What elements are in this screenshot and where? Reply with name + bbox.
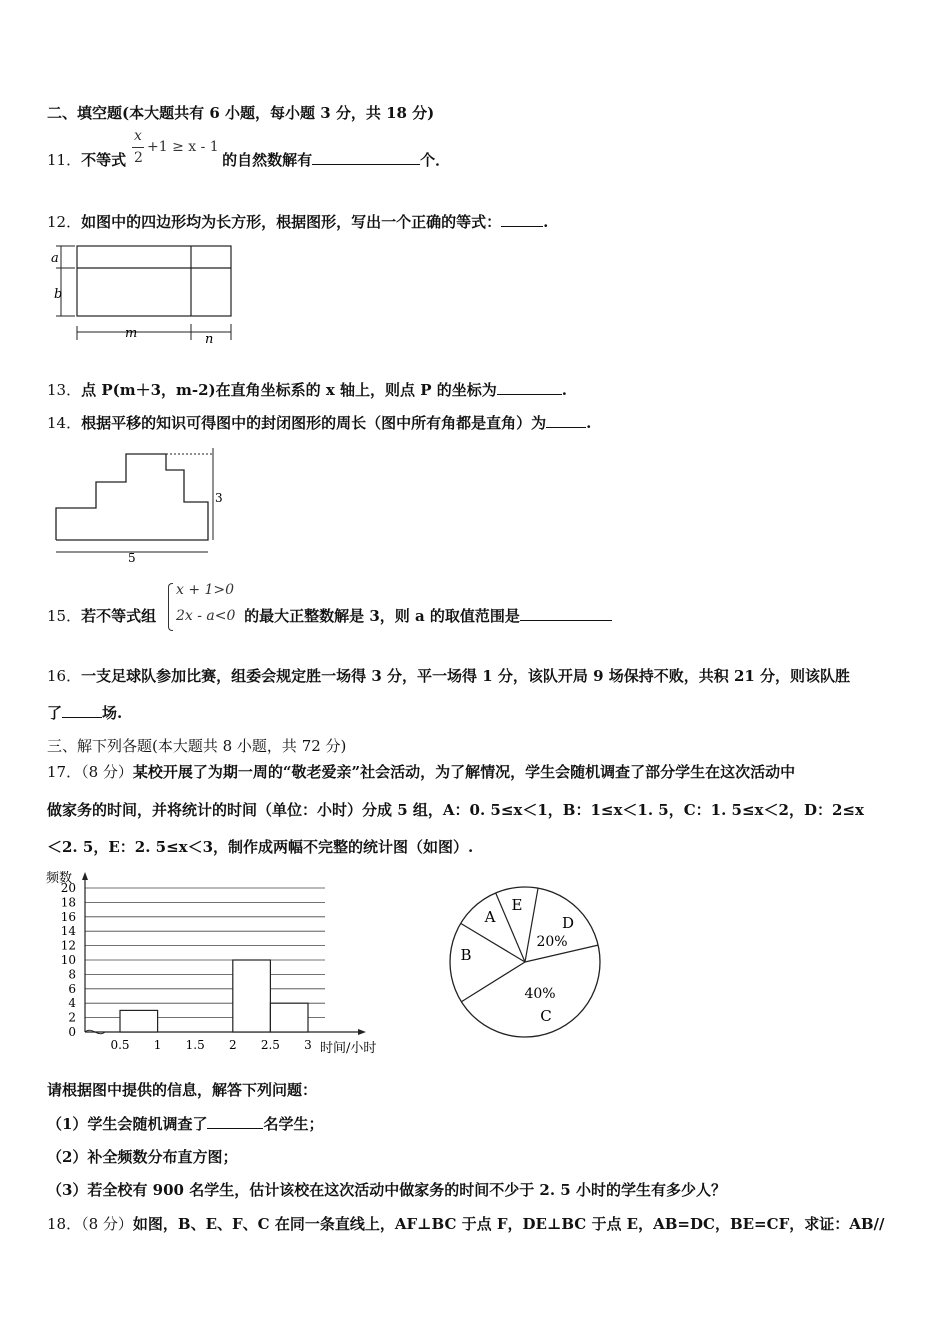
q11-denom: 2 — [134, 150, 143, 166]
q11-numer: x — [134, 128, 142, 144]
q14-staircase-figure — [48, 444, 238, 570]
q16-number: 16． — [47, 667, 82, 685]
label-a: a — [51, 251, 59, 266]
y-tick-label: 20 — [60, 881, 76, 895]
q14-number: 14． — [47, 414, 82, 432]
q12-blank[interactable] — [501, 212, 543, 227]
q11-post: 的自然数解有 — [222, 151, 313, 169]
q13-number: 13． — [47, 381, 82, 399]
y-tick-label: 10 — [60, 953, 76, 967]
section3-title: 三、解下列各题(本大题共 8 小题，共 72 分) — [47, 737, 347, 755]
pie-slice-label: B — [460, 946, 472, 964]
q11-number: 11． — [47, 151, 82, 169]
label-height: 3 — [215, 491, 223, 505]
q11-post2: 个． — [420, 151, 451, 169]
q18-score: （8 分） — [81, 1215, 133, 1233]
q13 — [47, 380, 567, 400]
q14-tail: . — [586, 414, 592, 432]
q14-blank[interactable] — [546, 413, 586, 428]
y-tick-label: 6 — [68, 981, 76, 996]
q17-text-1: 某校开展了为期一周的“敬老爱亲”社会活动，为了解情况，学生会随机调查了部分学生在这次活动中 — [132, 763, 796, 781]
pie-slice-value: 20% — [536, 934, 568, 950]
q17-prompt: 请根据图中提供的信息，解答下列问题： — [47, 1081, 318, 1099]
histogram-bar — [233, 960, 271, 1032]
q11-rest: +1 ≥ x - 1 — [147, 139, 219, 155]
x-tick-label: 0.5 — [110, 1038, 130, 1052]
label-width: 5 — [128, 551, 136, 565]
q16-text: 一支足球队参加比赛，组委会规定胜一场得 3 分，平一场得 1 分，该队开局 9 场保持不败，共积 21 分，则该队胜 — [81, 667, 851, 685]
q15-blank[interactable] — [520, 606, 612, 621]
q15-post: 的最大正整数解是 3，则 a 的取值范围是 — [244, 607, 520, 625]
y-tick-label: 4 — [68, 996, 76, 1011]
q16-line2-pre: 了 — [47, 704, 63, 722]
q17-sub1-post: 名学生； — [263, 1115, 324, 1133]
histogram-bar — [120, 1010, 158, 1032]
histogram-bar — [270, 1003, 308, 1032]
y-tick-label: 18 — [60, 895, 76, 910]
x-tick-label: 2.5 — [260, 1038, 280, 1052]
y-tick-label: 16 — [60, 909, 76, 924]
q16-line2-post: 场. — [102, 704, 123, 722]
x-tick-label: 1.5 — [185, 1038, 205, 1052]
q15-pre: 若不等式组 — [81, 607, 157, 625]
q17-number: 17． — [47, 763, 82, 781]
brace-icon — [168, 583, 173, 631]
histogram-x-label: 时间/小时 — [320, 1041, 377, 1056]
q13-text: 点 P(m＋3，m-2)在直角坐标系的 x 轴上，则点 P 的坐标为 — [81, 381, 497, 399]
y-tick-label: 12 — [60, 938, 76, 953]
q17-sub1-blank[interactable] — [207, 1114, 263, 1129]
fraction-bar — [132, 147, 144, 148]
q18-text: 如图，B、E、F、C 在同一条直线上，AF⊥BC 于点 F，DE⊥BC 于点 E，AB=DC，BE=CF，求证：AB// — [132, 1215, 885, 1233]
q13-blank[interactable] — [497, 380, 562, 395]
q17-sub3: （3）若全校有 900 名学生，估计该校在这次活动中做家务的时间不少于 2. 5 小时的学生有多少人？ — [47, 1181, 726, 1199]
q17-score: （8 分） — [81, 763, 133, 781]
q11 — [47, 150, 450, 170]
q14 — [47, 413, 591, 433]
q11-pre: 不等式 — [81, 151, 127, 169]
x-axis-arrow-icon — [358, 1029, 366, 1035]
x-tick-label: 2 — [228, 1038, 237, 1052]
pie-slice-value: 40% — [524, 986, 556, 1002]
q17-line3: ＜2. 5，E：2. 5≤x＜3，制作成两幅不完整的统计图（如图）. — [47, 838, 474, 856]
q17-histogram — [40, 868, 400, 1058]
q15-inequality-2: 2x - a<0 — [176, 608, 236, 624]
y-axis-arrow-icon — [82, 872, 88, 880]
section2-title: 二、填空题(本大题共有 6 小题，每小题 3 分，共 18 分) — [47, 104, 435, 122]
q17-pie-chart — [440, 880, 610, 1045]
q11-blank[interactable] — [312, 150, 420, 165]
q12-text: 如图中的四边形均为长方形，根据图形，写出一个正确的等式： — [81, 213, 502, 231]
pie-slice-label: A — [484, 908, 496, 926]
q18-number: 18． — [47, 1215, 82, 1233]
q12 — [47, 212, 548, 232]
histogram-y-label: 频数 — [46, 871, 73, 886]
q15 — [47, 606, 612, 626]
y-tick-label: 2 — [68, 1010, 76, 1025]
q16-line2 — [47, 703, 122, 723]
y-tick-label: 0 — [68, 1025, 76, 1039]
q17-sub1-pre: （1）学生会随机调查了 — [47, 1115, 208, 1133]
label-b: b — [54, 287, 63, 302]
q13-tail: . — [561, 381, 567, 399]
q14-text: 根据平移的知识可得图中的封闭图形的周长（图中所有角都是直角）为 — [81, 414, 547, 432]
q17-sub1 — [47, 1114, 323, 1134]
q18 — [47, 1214, 885, 1234]
label-m: m — [125, 326, 138, 341]
q12-rectangle-figure — [45, 240, 240, 350]
q15-inequality-1: x + 1>0 — [176, 582, 235, 598]
pie-slice-label: D — [561, 914, 575, 932]
q17-line2: 做家务的时间，并将统计的时间（单位：小时）分成 5 组，A：0. 5≤x＜1，B：1≤x＜1. 5，C：1. 5≤x＜2，D：2≤x — [47, 801, 864, 819]
outer-rectangle — [77, 246, 231, 316]
y-tick-label: 8 — [68, 967, 76, 982]
q12-number: 12． — [47, 213, 82, 231]
pie-slice-label: E — [511, 896, 523, 914]
q15-number: 15． — [47, 607, 82, 625]
q17-sub2: （2）补全频数分布直方图； — [47, 1148, 238, 1166]
label-n: n — [205, 332, 214, 347]
q16-line1 — [47, 666, 850, 686]
q12-tail: . — [543, 213, 549, 231]
y-tick-label: 14 — [60, 924, 76, 939]
q16-blank[interactable] — [62, 703, 102, 718]
q17-line1 — [47, 762, 795, 782]
closed-shape — [56, 454, 208, 540]
pie-slice-label: C — [540, 1007, 552, 1025]
x-tick-label: 1 — [153, 1038, 162, 1052]
x-tick-label: 3 — [304, 1038, 312, 1052]
